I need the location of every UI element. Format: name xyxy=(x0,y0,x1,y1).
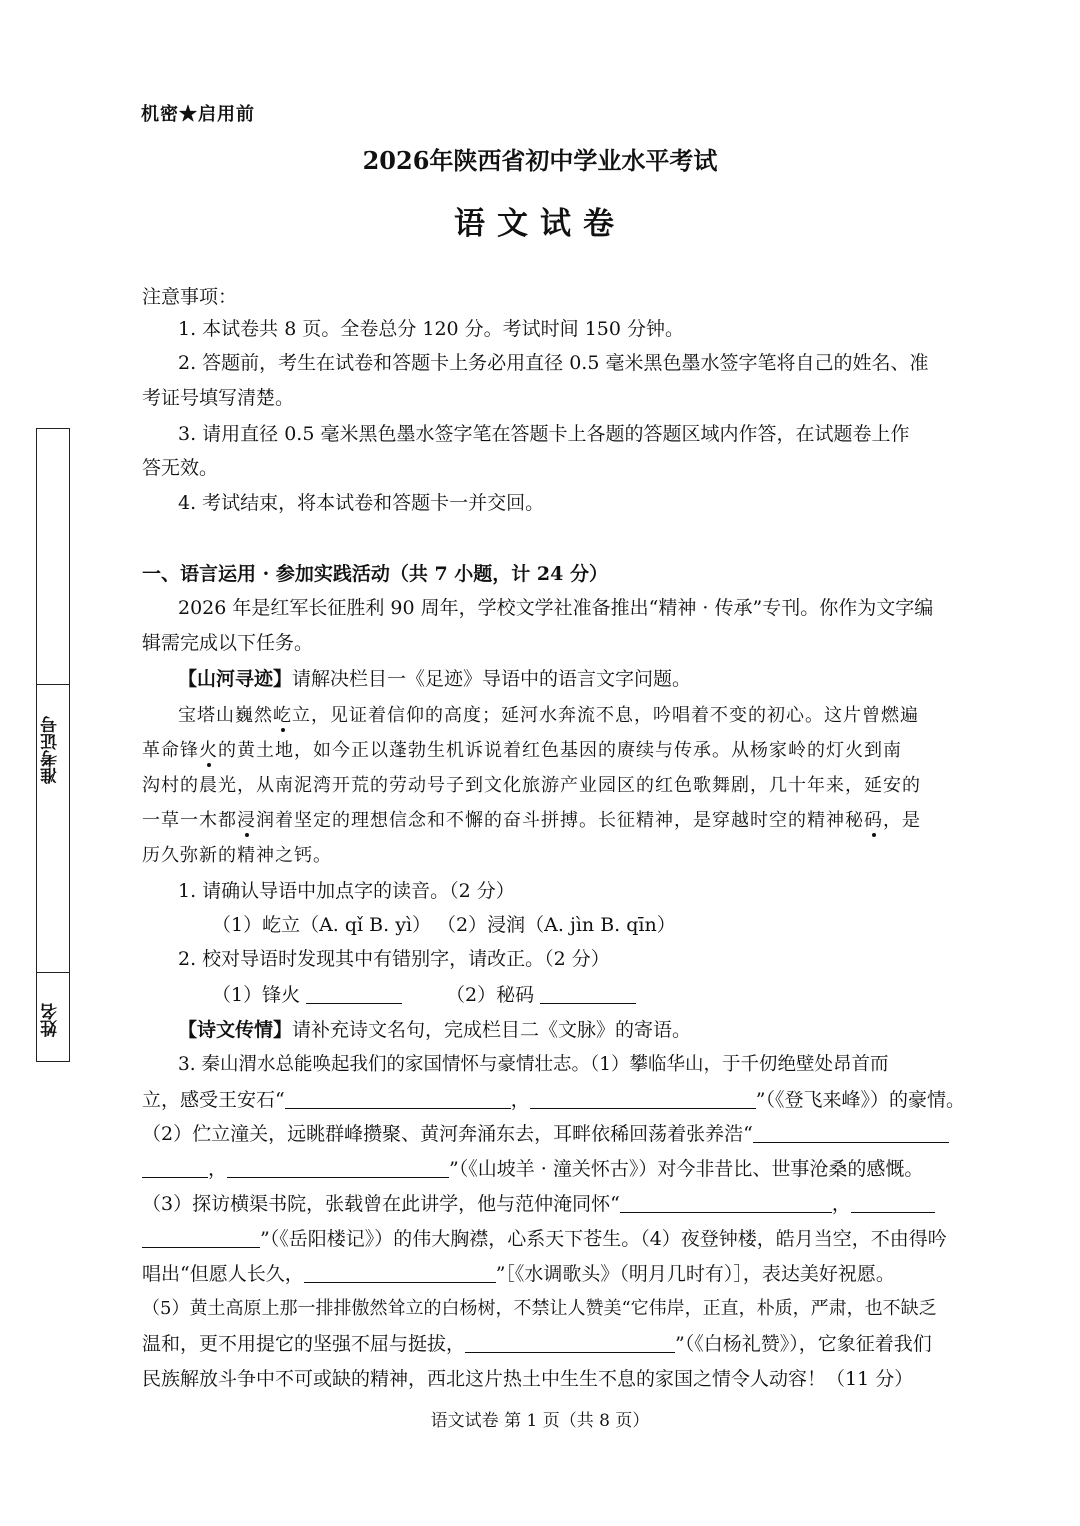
task-1-title xyxy=(178,668,691,692)
passage-text: 润着坚定的理想信念和不懈的奋斗拼搏。长征精神，是穿越时空的精神秘 xyxy=(256,810,864,831)
answer-blank[interactable] xyxy=(620,1194,832,1213)
task-1-text: 请解决栏目一《足迹》导语中的语言文字问题。 xyxy=(292,668,692,690)
question-2: 2. 校对导语时发现其中有错别字，请改正。（2 分） xyxy=(178,948,610,970)
passage-line-3: 沟村的晨光，从南泥湾开荒的劳动号子到文化旅游产业园区的红色歌舞剧，几十年来，延安的 xyxy=(142,775,921,796)
binding-divider-1 xyxy=(36,684,70,685)
task-2-text: 请补充诗文名句，完成栏目二《文脉》的寄语。 xyxy=(292,1019,692,1041)
passage-line-2 xyxy=(142,740,902,763)
answer-blank[interactable] xyxy=(540,985,636,1004)
q3-text: （2）伫立潼关，远眺群峰攒聚、黄河奔涌东去，耳畔依稀回荡着张养浩“ xyxy=(142,1123,753,1145)
note-3-cont: 答无效。 xyxy=(142,457,219,479)
comma: ， xyxy=(510,1089,530,1111)
answer-blank[interactable] xyxy=(851,1194,935,1213)
item-label: （2）秘码 xyxy=(446,984,535,1006)
question-3-line-3 xyxy=(142,1123,949,1147)
q3-text: 温和，更不用提它的坚强不屈与挺拔， xyxy=(142,1333,466,1355)
answer-blank[interactable] xyxy=(465,1334,675,1353)
answer-blank[interactable] xyxy=(304,1264,496,1283)
answer-blank[interactable] xyxy=(753,1124,949,1143)
dotted-char: 浸 xyxy=(237,810,256,831)
q3-text: （3）探访横渠书院，张载曾在此讲学，他与范仲淹同怀“ xyxy=(142,1193,620,1215)
q3-text: ”（《白杨礼赞》），它象征着我们 xyxy=(675,1333,932,1355)
passage-text: 的黄土地，如今正以蓬勃生机诉说着红色基因的赓续与传承。从杨家岭的灯火到南 xyxy=(218,740,902,761)
answer-blank[interactable] xyxy=(142,1159,208,1178)
note-2: 2. 答题前，考生在试卷和答题卡上务必用直径 0.5 毫米黑色墨水签字笔将自己的姓名、准 xyxy=(178,352,929,374)
name-label: 姓名 xyxy=(41,1003,61,1037)
comma: ， xyxy=(208,1158,228,1180)
answer-blank[interactable] xyxy=(142,1229,260,1248)
question-2-item-2 xyxy=(446,984,636,1008)
question-3-line-2 xyxy=(142,1089,965,1113)
dotted-char: 屹 xyxy=(273,705,292,726)
exam-id-label: 准考证号 xyxy=(41,716,61,784)
passage-line-5: 历久弥新的精神之钙。 xyxy=(142,845,332,866)
task-2-title xyxy=(178,1019,691,1043)
passage-text: 立，见证着信仰的高度；延河水奔流不息，吟唱着不变的初心。这片曾燃遍 xyxy=(292,705,919,726)
answer-blank[interactable] xyxy=(227,1159,449,1178)
section-intro-cont: 辑需完成以下任务。 xyxy=(142,632,314,654)
note-2-cont: 考证号填写清楚。 xyxy=(142,387,295,409)
section-heading: 一、语言运用 · 参加实践活动（共 7 小题，计 24 分） xyxy=(142,563,608,585)
question-3-line-8: （5）黄土高原上那一排排傲然耸立的白杨树，不禁让人赞美“它伟岸，正直，朴质，严肃，也不缺乏 xyxy=(142,1298,937,1319)
question-3-line-9 xyxy=(142,1333,932,1357)
answer-blank[interactable] xyxy=(285,1090,511,1109)
question-3-line-7 xyxy=(142,1263,895,1287)
answer-blank[interactable] xyxy=(306,985,402,1004)
answer-blank[interactable] xyxy=(530,1090,756,1109)
passage-line-1 xyxy=(178,705,919,728)
note-1: 1. 本试卷共 8 页。全卷总分 120 分。考试时间 150 分钟。 xyxy=(178,318,685,340)
section-intro: 2026 年是红军长征胜利 90 周年，学校文学社准备推出“精神 · 传承”专刊。你作为文字编 xyxy=(178,597,934,619)
paper-title: 语文试卷 xyxy=(454,206,626,242)
question-3-line-5 xyxy=(142,1193,935,1217)
note-3: 3. 请用直径 0.5 毫米黑色墨水签字笔在答题卡上各题的答题区域内作答，在试题卷上作 xyxy=(178,423,910,445)
question-1: 1. 请确认导语中加点字的读音。（2 分） xyxy=(178,880,515,902)
passage-text: 一草一木都 xyxy=(142,810,237,831)
q3-text: ”［《水调歌头》（明月几时有）］，表达美好祝愿。 xyxy=(495,1263,895,1285)
task-2-tag: 【诗文传情】 xyxy=(178,1019,293,1041)
item-label: （1）锋火 xyxy=(212,984,301,1006)
dotted-char: 码 xyxy=(864,810,883,831)
page-footer: 语文试卷 第 1 页（共 8 页） xyxy=(430,1411,650,1431)
passage-text: 宝塔山巍然 xyxy=(178,705,273,726)
q3-text: 唱出“但愿人长久， xyxy=(142,1263,304,1285)
question-1-options: （1）屹立（A. qǐ B. yì） （2）浸润（A. jìn B. qīn） xyxy=(212,914,676,936)
q3-text: ”（《登飞来峰》）的豪情。 xyxy=(755,1089,965,1111)
task-1-tag: 【山河寻迹】 xyxy=(178,668,293,690)
question-3-line-4 xyxy=(142,1158,923,1182)
exam-title: 2026年陕西省初中学业水平考试 xyxy=(362,146,718,175)
question-3-line-6 xyxy=(142,1228,947,1252)
q3-text: ”（《山坡羊 · 潼关怀古》）对今非昔比、世事沧桑的感慨。 xyxy=(449,1158,924,1180)
passage-text: ，是 xyxy=(883,810,921,831)
note-4: 4. 考试结束，将本试卷和答题卡一并交回。 xyxy=(178,492,545,514)
q3-text: 立，感受王安石“ xyxy=(142,1089,285,1111)
passage-text: 革命锋 xyxy=(142,740,199,761)
question-3-line-10: 民族解放斗争中不可或缺的精神，西北这片热土中生生不息的家国之情令人动容！（11 分） xyxy=(142,1368,914,1390)
question-2-item-1 xyxy=(212,984,402,1008)
passage-line-4 xyxy=(142,810,921,833)
notes-heading: 注意事项： xyxy=(142,286,238,308)
comma: ， xyxy=(831,1193,851,1215)
question-3: 3. 秦山渭水总能唤起我们的家国情怀与豪情壮志。（1）攀临华山，于千仞绝壁处昂首而 xyxy=(178,1054,889,1075)
binding-divider-2 xyxy=(36,972,70,973)
q3-text: ”（《岳阳楼记》）的伟大胸襟，心系天下苍生。（4）夜登钟楼，皓月当空，不由得吟 xyxy=(260,1228,947,1250)
dotted-char: 火 xyxy=(199,740,218,761)
confidential-label: 机密★启用前 xyxy=(141,104,255,125)
